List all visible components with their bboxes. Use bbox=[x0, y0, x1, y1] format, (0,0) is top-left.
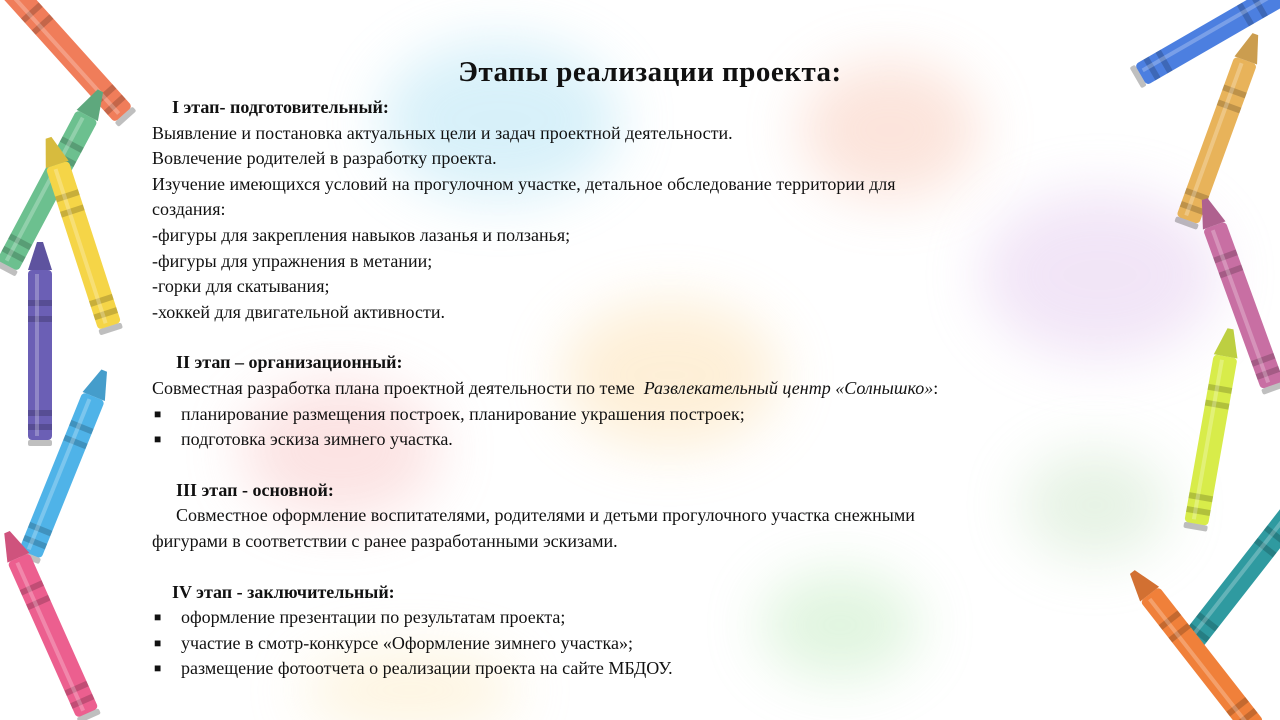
stage2-theme: Развлекательный центр «Солнышко» bbox=[643, 377, 934, 398]
bullet-square-icon: ■ bbox=[154, 661, 162, 676]
stage1-line: создания: bbox=[152, 199, 226, 220]
list-item bbox=[152, 402, 1112, 428]
stage2-intro-line bbox=[152, 376, 1112, 402]
list-item-text: участие в смотр-конкурсе «Оформление зимнего участка»; bbox=[181, 632, 633, 653]
list-item-text: планирование размещения построек, планирование украшения построек; bbox=[181, 403, 745, 424]
list-item bbox=[152, 605, 1112, 631]
stage3-line: Совместное оформление воспитателями, родителями и детьми прогулочного участка снежными bbox=[176, 505, 915, 526]
slide-title: Этапы реализации проекта: bbox=[458, 56, 842, 88]
stage4-heading: IV этап - заключительный: bbox=[172, 581, 395, 602]
stage2-intro-end: : bbox=[933, 377, 939, 398]
list-item bbox=[152, 631, 1112, 657]
slide-content bbox=[152, 95, 1112, 682]
stage1-line: Вовлечение родителей в разработку проекта. bbox=[152, 148, 497, 169]
stage2-intro: Совместная разработка плана проектной деятельности по теме bbox=[152, 377, 635, 398]
bullet-square-icon: ■ bbox=[154, 406, 162, 421]
stage3-line: фигурами в соответствии с ранее разработанными эскизами. bbox=[152, 530, 618, 551]
stage3-heading: III этап - основной: bbox=[176, 479, 334, 500]
stage1-heading: I этап- подготовительный: bbox=[172, 97, 389, 117]
stage1-line: Выявление и постановка актуальных цели и задач проектной деятельности. bbox=[152, 122, 733, 143]
stage1-line: -хоккей для двигательной активности. bbox=[152, 301, 445, 322]
list-item-text: размещение фотоотчета о реализации проекта на сайте МБДОУ. bbox=[181, 658, 673, 679]
list-item-text: оформление презентации по результатам проекта; bbox=[181, 607, 566, 628]
list-item-text: подготовка эскиза зимнего участка. bbox=[181, 429, 453, 450]
list-item bbox=[152, 427, 1112, 453]
bullet-square-icon: ■ bbox=[154, 432, 162, 447]
stage1-line: -фигуры для закрепления навыков лазанья и ползанья; bbox=[152, 224, 571, 245]
stage1-line: -фигуры для упражнения в метании; bbox=[152, 250, 433, 271]
list-item bbox=[152, 656, 1112, 682]
stage1-line: -горки для скатывания; bbox=[152, 276, 330, 297]
stage1-line: Изучение имеющихся условий на прогулочном участке, детальное обследование территории для bbox=[152, 173, 896, 194]
bullet-square-icon: ■ bbox=[154, 635, 162, 650]
stage2-heading: II этап – организационный: bbox=[176, 352, 403, 373]
bullet-square-icon: ■ bbox=[154, 610, 162, 625]
